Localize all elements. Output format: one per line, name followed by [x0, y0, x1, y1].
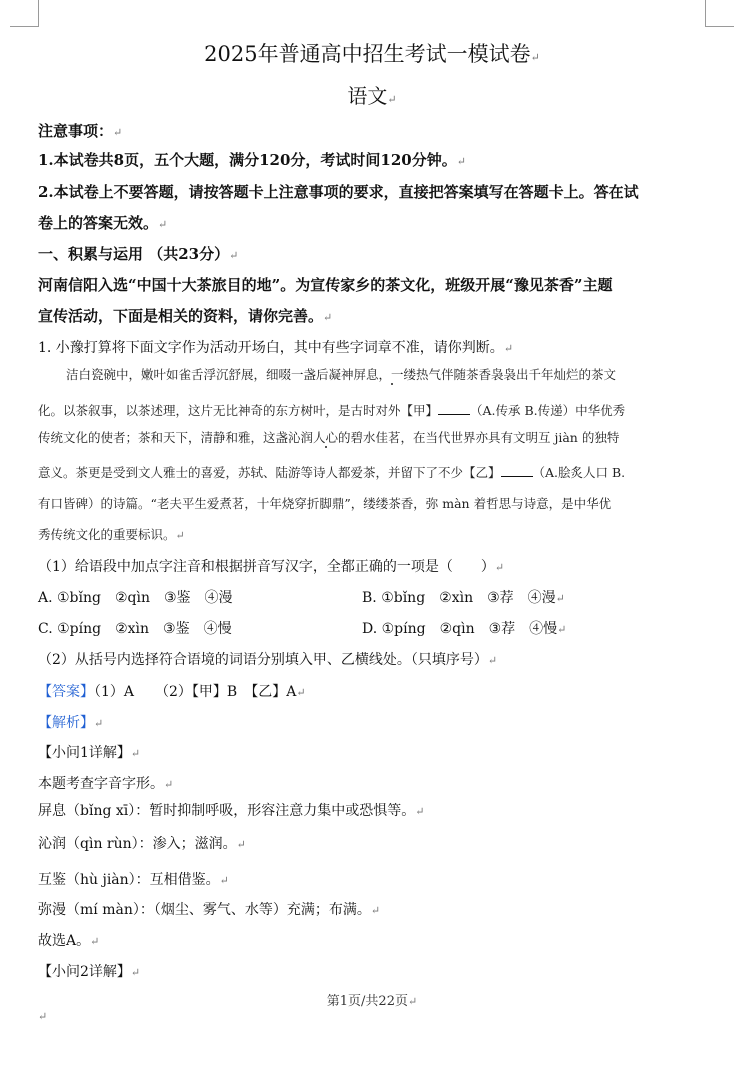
analysis-label: 【解析】↵ — [38, 715, 104, 731]
analysis-line-5: 弥漫（mí màn）：（烟尘、雾气、水等）充满；布满。↵ — [38, 902, 381, 918]
option-d: D. ①píng ②qìn ③荐 ④慢↵ — [362, 621, 567, 637]
passage-line-5: 有口皆碑）的诗篇。“老夫平生爱煮茗，十年烧穿折脚鼎”，缕缕茶香，弥 màn 着哲思与诗意，是中华优 — [38, 496, 612, 511]
blank-jia — [438, 402, 470, 415]
answer-line: 【答案】（1）A （2）【甲】B 【乙】A↵ — [38, 684, 306, 700]
analysis-line-3: 沁润（qìn rùn）：渗入；滋润。↵ — [38, 836, 246, 852]
notice-item-2-cont: 卷上的答案无效。↵ — [38, 214, 168, 232]
option-b: B. ①bǐng ②xìn ③荐 ④漫↵ — [362, 590, 565, 606]
passage-line-3: 传统文化的使者；茶和天下，清静和雅，这盏沁润人心的碧水佳茗，在当代世界亦具有文明互 jiàn 的独特 — [38, 430, 620, 445]
option-a: A. ①bǐng ②qìn ③鉴 ④漫 — [38, 590, 233, 606]
notice-item-1: 1.本试卷共8页，五个大题，满分120分，考试时间120分钟。↵ — [38, 151, 466, 169]
corner-mark-top-left — [10, 0, 39, 27]
option-c: C. ①píng ②xìn ③鉴 ④慢 — [38, 621, 232, 637]
passage-line-2: 化。以茶叙事，以茶述理，这片无比神奇的东方树叶，是古时对外【甲】 （A.传承 B.传递）中华优秀 — [38, 403, 626, 418]
exam-title: 2025年普通高中招生考试一模试卷↵ — [204, 42, 540, 66]
emphasis-dot — [325, 446, 327, 448]
section-heading: 一、积累与运用 （共23分）↵ — [38, 245, 239, 263]
emphasis-dot — [391, 383, 393, 385]
sub-question-2: （2）从括号内选择符合语境的词语分别填入甲、乙横线处。（只填序号）↵ — [38, 652, 498, 668]
q1-detail-label: 【小问1详解】↵ — [38, 745, 141, 761]
page-footer: 第1页/共22页↵ — [326, 994, 418, 1009]
section-intro: 河南信阳入选“中国十大茶旅目的地”。为宣传家乡的茶文化，班级开展“豫见茶香”主题 — [38, 276, 613, 294]
subject-title: 语文↵ — [347, 84, 397, 108]
blank-yi — [501, 464, 533, 477]
passage-line-6: 秀传统文化的重要标识。↵ — [38, 527, 185, 542]
analysis-line-6: 故选A。↵ — [38, 933, 100, 949]
analysis-line-1: 本题考查字音字形。↵ — [38, 776, 174, 792]
notice-heading: 注意事项：↵ — [38, 122, 123, 140]
notice-item-2: 2.本试卷上不要答题，请按答题卡上注意事项的要求，直接把答案填写在答题卡上。答在试 — [38, 183, 639, 201]
answer-label: 【答案】 — [38, 684, 94, 700]
corner-mark-top-right — [705, 0, 734, 27]
q2-detail-label: 【小问2详解】↵ — [38, 964, 141, 980]
section-intro-cont: 宣传活动，下面是相关的资料，请你完善。↵ — [38, 307, 333, 325]
analysis-line-2: 屏息（bǐng xī）：暂时抑制呼吸，形容注意力集中或恐惧等。↵ — [38, 803, 425, 819]
paragraph-mark: ↵ — [38, 1010, 48, 1023]
sub-question-1: （1）给语段中加点字注音和根据拼音写汉字，全都正确的一项是（ ）↵ — [38, 559, 505, 575]
passage-line-4: 意义。茶更是受到文人雅士的喜爱，苏轼、陆游等诗人都爱茶，并留下了不少【乙】 （A.脍炙人口 B. — [38, 465, 626, 480]
passage-line-1: 洁白瓷碗中，嫩叶如雀舌浮沉舒展，细啜一盏后凝神屏息，一缕热气伴随茶香袅袅出千年灿烂的茶文 — [66, 367, 617, 382]
analysis-line-4: 互鉴（hù jiàn）：互相借鉴。↵ — [38, 872, 229, 888]
question-1-stem: 1. 小豫打算将下面文字作为活动开场白，其中有些字词章不准，请你判断。↵ — [38, 340, 514, 356]
